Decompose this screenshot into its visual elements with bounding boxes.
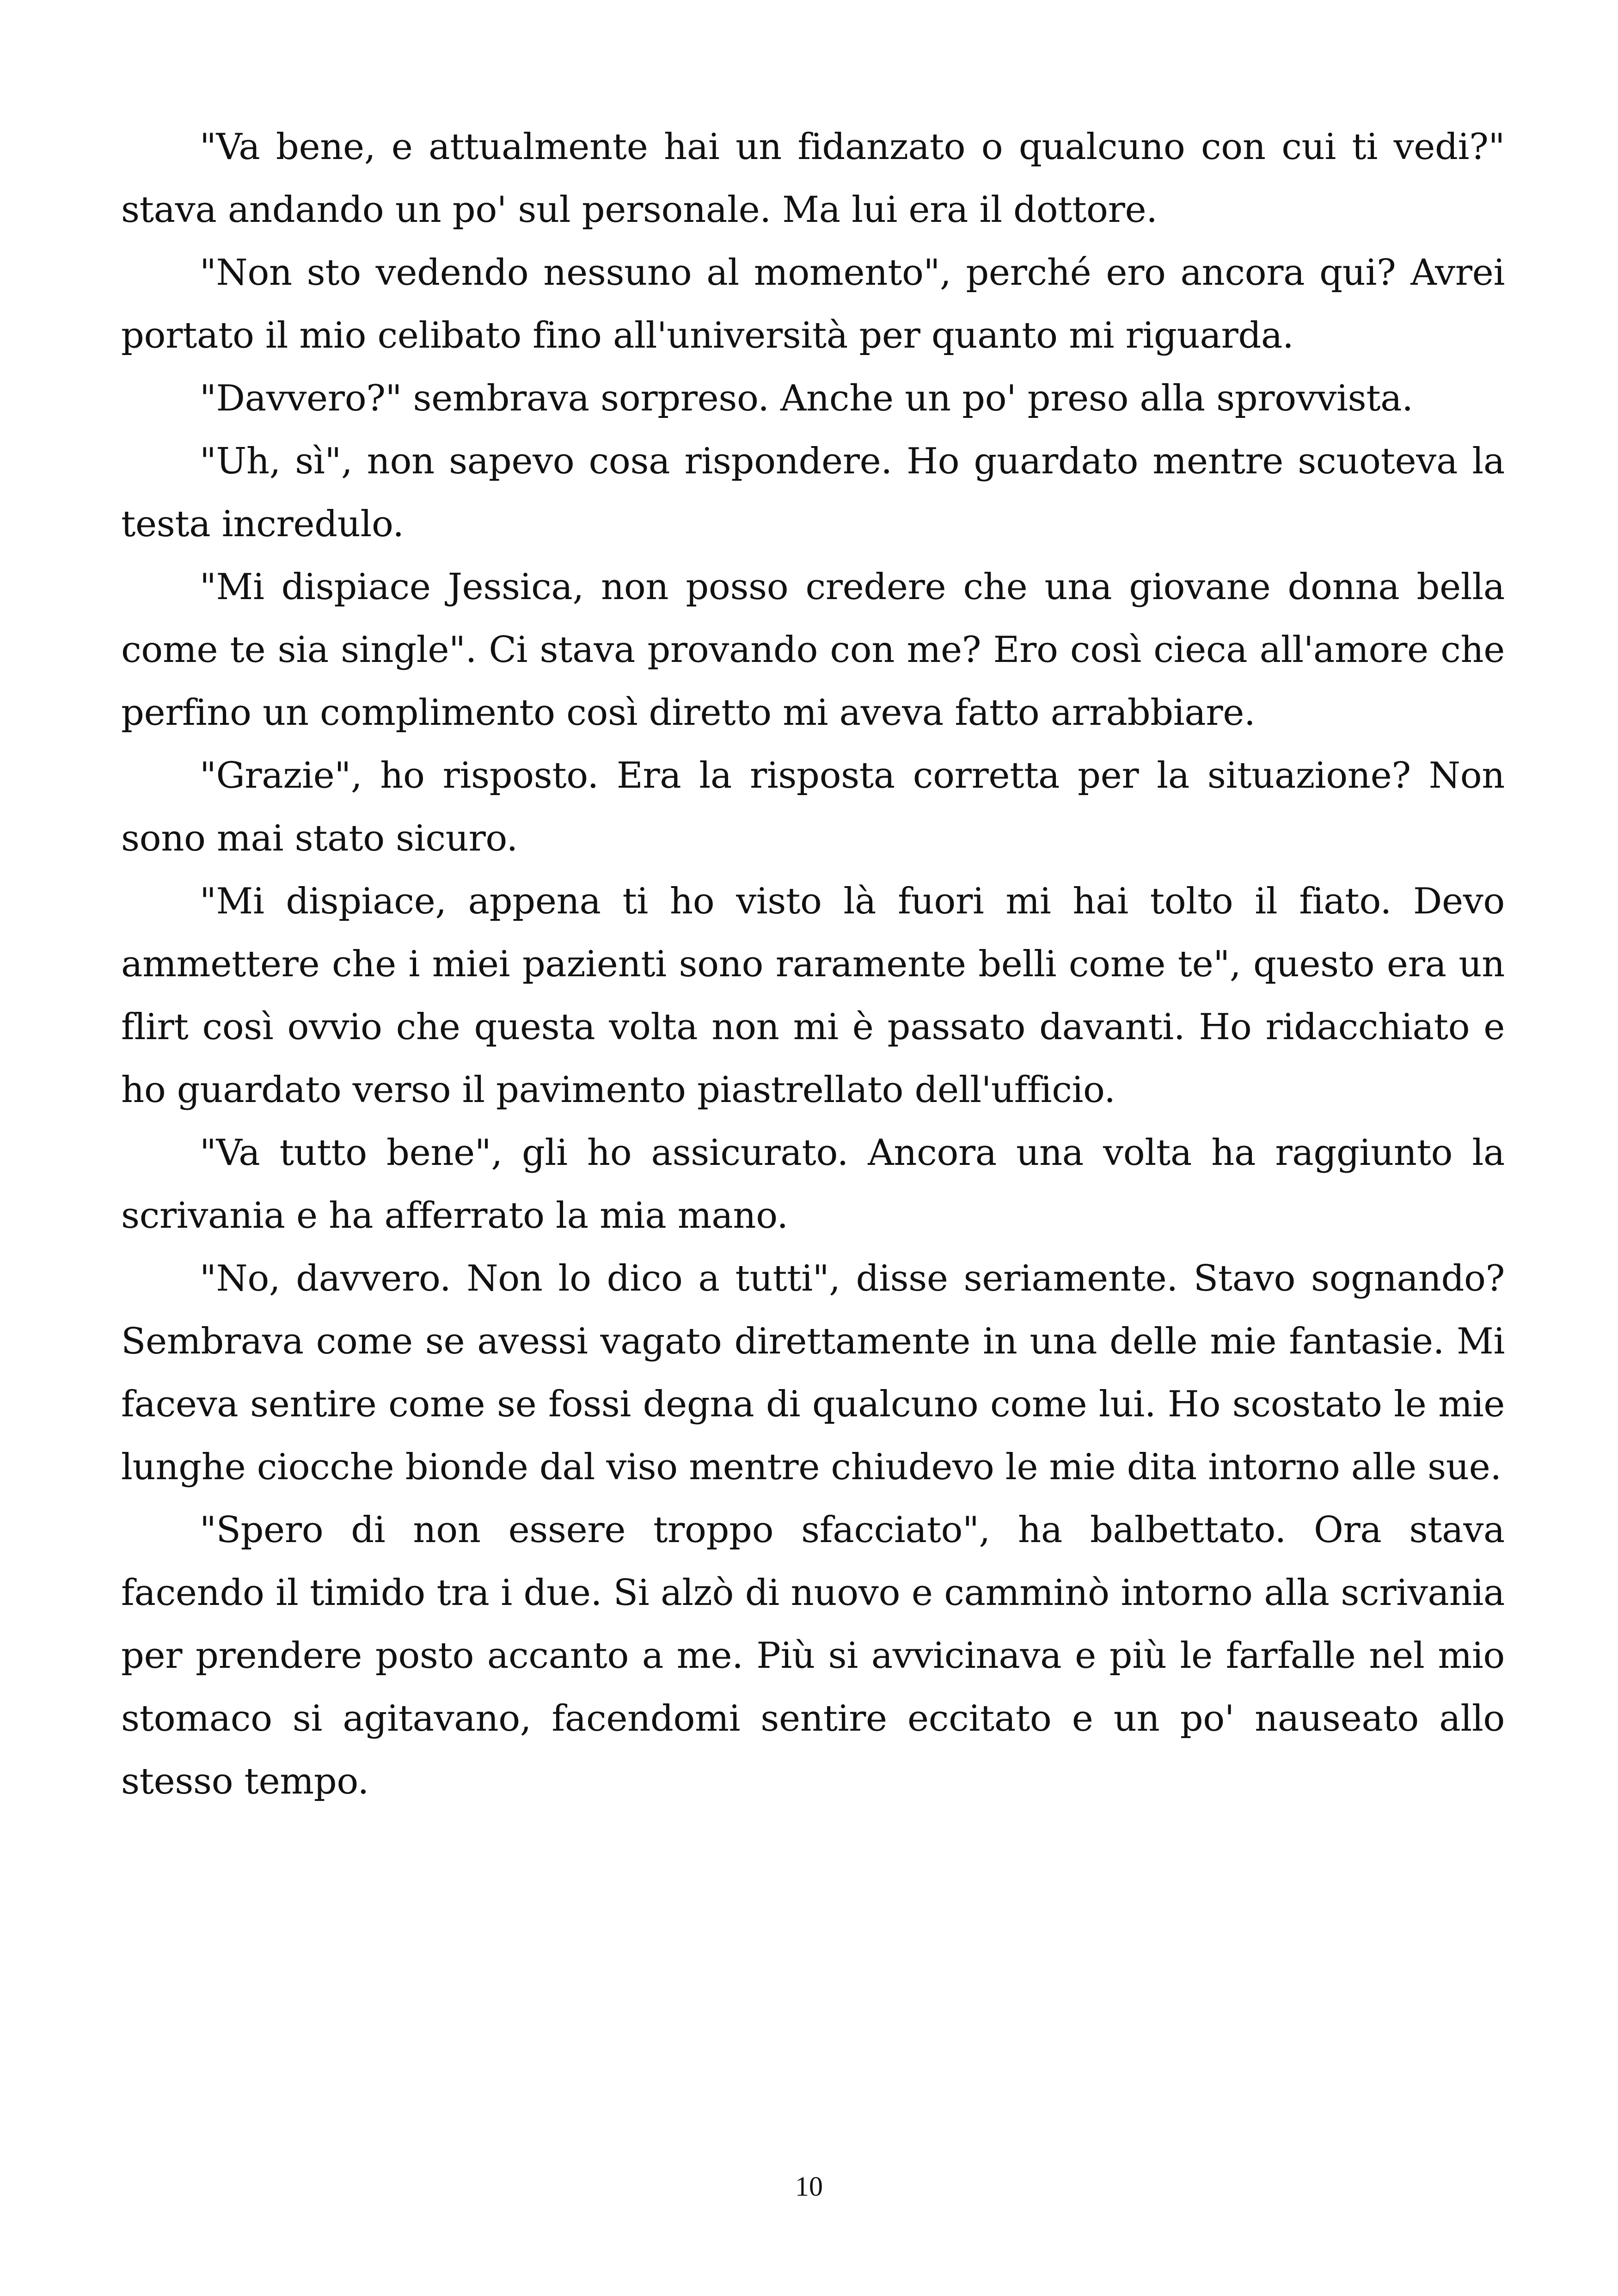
body-text [121, 116, 1505, 1813]
paragraph: "Mi dispiace, appena ti ho visto là fuori mi hai tolto il fiato. Devo ammettere che i miei pazienti sono raramente belli come te", questo era un flirt così ovvio che questa volta non mi è passato davanti. Ho ridacchiato e ho guardato verso il pavimento piastrellato dell'ufficio. [121, 881, 1505, 1111]
page-number: 10 [795, 2171, 823, 2202]
paragraph: "Non sto vedendo nessuno al momento", perché ero ancora qui? Avrei portato il mio celibato fino all'università per quanto mi riguarda. [121, 252, 1505, 356]
paragraph: "No, davvero. Non lo dico a tutti", disse seriamente. Stavo sognando? Sembrava come se avessi vagato direttamente in una delle mie fantasie. Mi faceva sentire come se fossi degna di qualcuno come lui. Ho scostato le mie lunghe ciocche bionde dal viso mentre chiudevo le mie dita intorno alle sue. [121, 1258, 1505, 1488]
paragraph: "Uh, sì", non sapevo cosa rispondere. Ho guardato mentre scuoteva la testa incredulo. [121, 441, 1505, 545]
paragraph: "Spero di non essere troppo sfacciato", ha balbettato. Ora stava facendo il timido tra i due. Si alzò di nuovo e camminò intorno alla scrivania per prendere posto accanto a me. Più si avvicinava e più le farfalle nel mio stomaco si agitavano, facendomi sentire eccitato e un po' nauseato allo stesso tempo. [121, 1509, 1505, 1802]
paragraph: "Va tutto bene", gli ho assicurato. Ancora una volta ha raggiunto la scrivania e ha afferrato la mia mano. [121, 1132, 1505, 1237]
paragraph: "Davvero?" sembrava sorpreso. Anche un po' preso alla sprovvista. [200, 378, 1413, 419]
paragraph: "Mi dispiace Jessica, non posso credere che una giovane donna bella come te sia single". Ci stava provando con me? Ero così cieca all'amore che perfino un complimento così diretto mi aveva fatto arrabbiare. [121, 566, 1505, 734]
paragraph: "Va bene, e attualmente hai un fidanzato o qualcuno con cui ti vedi?" stava andando un po' sul personale. Ma lui era il dottore. [121, 126, 1505, 231]
paragraph: "Grazie", ho risposto. Era la risposta corretta per la situazione? Non sono mai stato sicuro. [121, 755, 1505, 859]
